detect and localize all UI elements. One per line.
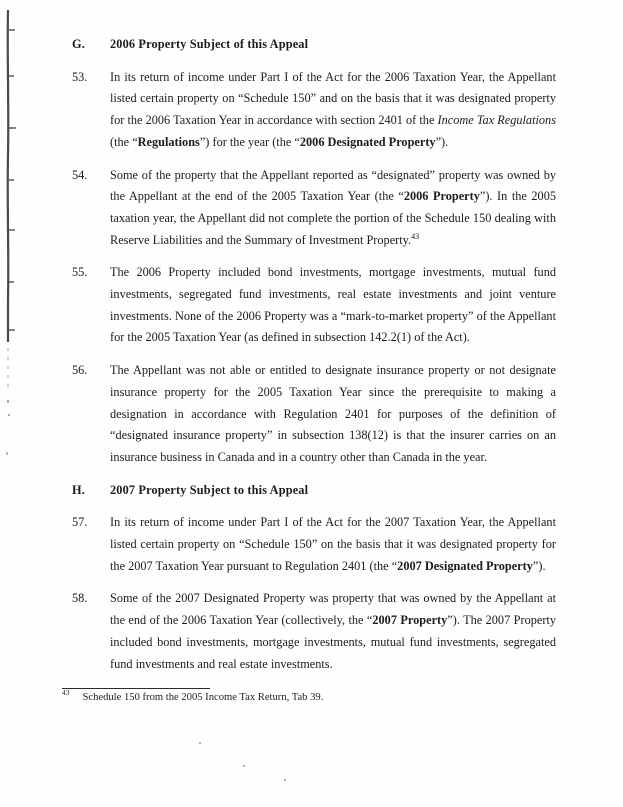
section-title: 2006 Property Subject of this Appeal [110, 37, 309, 51]
paragraph [72, 588, 556, 675]
text-segment: ”) for the year (the “ [199, 134, 300, 149]
text-segment: ”). [435, 134, 449, 149]
paragraph-text [110, 262, 556, 349]
text-segment: 2006 Property [403, 189, 480, 204]
paragraph-number: 58. [72, 591, 88, 606]
paragraph [72, 360, 556, 469]
text-segment: In its return of income under Part I of the Act for the 2007 Taxation Year, the Appellant listed certain property on “Schedule 150” on the basis that it was designated property for the 2007 Taxation Year pursuant to Regulation 2401 (the “ [110, 515, 556, 573]
document-body [72, 34, 556, 686]
footnote-divider [62, 688, 210, 689]
text-segment: 2006 Designated Property [299, 134, 436, 149]
text-segment: Some of the 2007 Designated Property was property that was owned by the Appellant at the end of the 2006 Taxation Year (collectively, the “ [110, 591, 556, 628]
section-letter: H. [72, 482, 85, 497]
text-segment: ”). In the 2005 taxation year, the Appellant did not complete the portion of the Schedule 150 dealing with Reserve Liabilities and the Summary of Investment Property. [110, 189, 556, 247]
footnote-text: Schedule 150 from the 2005 Income Tax Return, Tab 39. [82, 692, 324, 703]
paragraph-text [110, 588, 556, 675]
text-segment: (the “ [110, 134, 138, 149]
footnote [62, 688, 324, 703]
scan-speck [284, 779, 286, 781]
paragraph-number: 56. [72, 363, 88, 378]
paragraph-number: 53. [72, 69, 88, 84]
paragraph-number: 54. [72, 167, 88, 182]
section-letter: G. [72, 37, 85, 51]
paragraph-text [110, 360, 556, 469]
text-segment: ”). [532, 558, 546, 573]
paragraph-number: 55. [72, 265, 88, 280]
scan-binding-artifact [0, 0, 24, 480]
footnote-reference: 43 [411, 231, 420, 241]
paragraph [72, 67, 556, 154]
text-segment: Some of the property that the Appellant reported as “designated” property was owned by the Appellant at the end of the 2005 Taxation Year (the “ [110, 167, 556, 204]
text-segment: The Appellant was not able or entitled to designate insurance property or not designate insurance property for the 2005 Taxation Year since the prerequisite to making a designation in accordance with Regulation 2401 for purposes of the definition of “designated insurance property” in subsection 138(12) is that the insurer carries on an insurance business in Canada and in a country other than Canada in the year. [110, 363, 556, 464]
paragraph [72, 512, 556, 577]
text-segment: The 2006 Property included bond investments, mortgage investments, mutual fund investments, segregated fund investments, real estate investments and joint venture investments. None of the 2006 Property was a “mark-to-market property” of the Appellant for the 2005 Taxation Year (as defined in subsection 142.2(1) of the Act). [110, 265, 556, 345]
paragraph [72, 165, 556, 252]
section-heading [72, 480, 556, 502]
paragraph-text [110, 67, 556, 154]
scan-speck [199, 742, 201, 744]
paragraph-number: 57. [72, 515, 88, 530]
text-segment: 2007 Designated Property [397, 558, 533, 573]
text-segment: 2007 Property [372, 613, 448, 628]
text-segment: Regulations [137, 134, 200, 149]
paragraph-text [110, 512, 556, 577]
footnote-marker: 43 [62, 688, 70, 698]
footnote-area [62, 688, 323, 703]
text-segment: In its return of income under Part I of the Act for the 2006 Taxation Year, the Appellant listed certain property on “Schedule 150” and on the basis that it was designated property for the 2006 Taxation Year in accordance with section 2401 of the [110, 69, 556, 128]
text-segment: ”). The 2007 Property included bond investments, mortgage investments, mutual fund investments, segregated fund investments and real estate investments. [110, 613, 556, 671]
paragraph-text [110, 165, 556, 252]
scan-speck [243, 765, 245, 767]
section-title: 2007 Property Subject to this Appeal [110, 482, 309, 497]
text-segment: Income Tax Regulations [437, 113, 556, 128]
section-heading [72, 34, 556, 56]
paragraph [72, 262, 556, 349]
